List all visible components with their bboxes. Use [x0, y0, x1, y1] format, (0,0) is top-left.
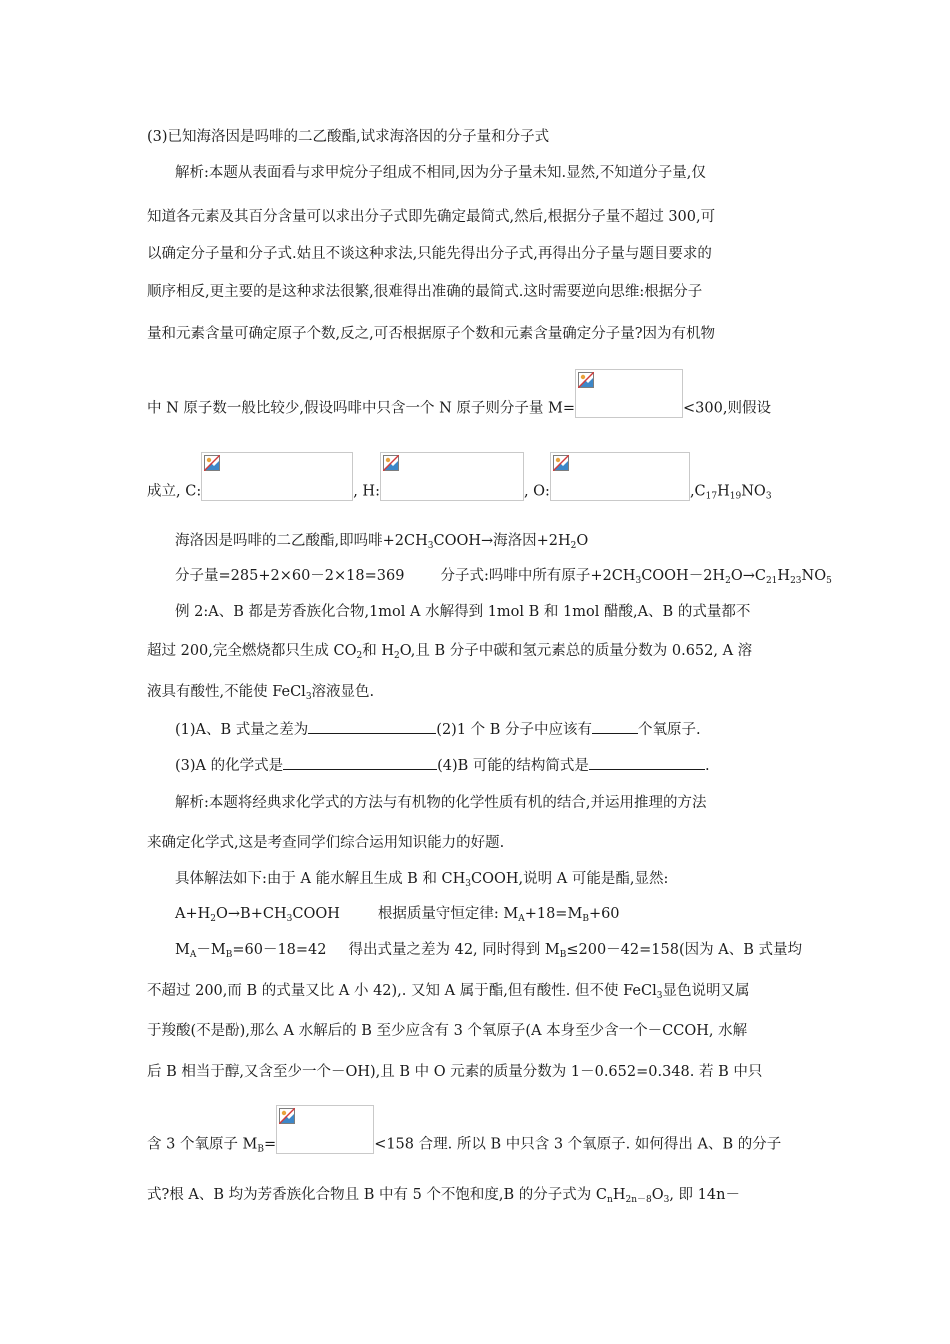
formula-image-placeholder — [201, 452, 353, 501]
paragraph-line — [147, 683, 807, 701]
broken-image-icon — [553, 455, 569, 471]
subscript: 19 — [729, 491, 742, 502]
text: 个氧原子. — [638, 722, 701, 738]
text: COOH — [292, 906, 340, 922]
formula-image-placeholder — [550, 452, 690, 501]
subscript: 23 — [790, 576, 802, 586]
equation-line — [175, 905, 807, 923]
text: 顺序相反,更主要的是这种求法很繁,很难得出准确的最简式.这时需要逆向思维:根据分子 — [147, 284, 703, 300]
text: ≤200－42=158(因为 A、B 式量均 — [566, 942, 802, 958]
paragraph-line — [147, 1135, 807, 1154]
text: (3)A 的化学式是 — [175, 758, 284, 774]
text: ,C — [689, 483, 706, 500]
text: +60 — [588, 906, 620, 922]
text: 超过 200,完全燃烧都只生成 CO — [147, 643, 357, 659]
text: H — [777, 568, 791, 584]
paragraph-line — [147, 1186, 807, 1204]
broken-image-icon — [204, 455, 220, 471]
paragraph-line — [147, 834, 807, 852]
example-2-heading — [175, 603, 807, 621]
subscript: 3 — [635, 576, 642, 586]
subscript: B — [257, 1144, 265, 1155]
broken-image-icon — [279, 1108, 295, 1124]
text: 中 N 原子数一般比较少,假设吗啡中只含一个 N 原子则分子量 M= — [147, 400, 576, 417]
text: 解析:本题从表面看与求甲烷分子组成不相同,因为分子量未知.显然,不知道分子量,仅 — [175, 165, 706, 181]
question-line — [175, 757, 807, 775]
subscript: 3 — [663, 1195, 670, 1205]
subscript: B — [582, 914, 589, 924]
text: 含 3 个氧原子 M — [147, 1136, 258, 1153]
subscript: n — [607, 1195, 613, 1205]
text: COOH－2H — [641, 568, 726, 584]
broken-image-icon — [383, 455, 399, 471]
text: NO — [741, 483, 766, 500]
text: 解析:本题将经典求化学式的方法与有机物的化学性质有机的结合,并运用推理的方法 — [175, 795, 707, 811]
paragraph-line — [147, 642, 807, 660]
answer-blank[interactable] — [283, 757, 437, 770]
subscript: 3 — [286, 914, 293, 924]
text: O→B+CH — [216, 906, 287, 922]
subscript: 2 — [725, 576, 731, 586]
text: +18=M — [524, 906, 583, 922]
text: NO — [801, 568, 827, 584]
text: O→C — [730, 568, 766, 584]
text: 液具有酸性,不能使 FeCl — [147, 684, 306, 700]
text: , H: — [353, 483, 380, 500]
answer-blank[interactable] — [592, 721, 638, 734]
text: COOH,说明 A 可能是酯,显然: — [471, 871, 669, 887]
subscript: B — [559, 950, 567, 960]
subscript: 3 — [427, 541, 434, 551]
subscript: 2 — [570, 541, 577, 551]
subscript: 2 — [356, 651, 363, 661]
text: = — [264, 1136, 277, 1153]
text: 和 H — [362, 643, 394, 659]
text: , 即 14n－ — [669, 1187, 740, 1203]
text: , O: — [523, 483, 550, 500]
text: <158 合理. 所以 B 中只含 3 个氧原子. 如何得出 A、B 的分子 — [374, 1136, 782, 1153]
paragraph-line — [175, 870, 807, 888]
paragraph-line — [175, 532, 807, 550]
paragraph-line — [147, 1063, 807, 1081]
broken-image-icon — [578, 372, 594, 388]
paragraph-line — [147, 399, 807, 418]
text: 得出式量之差为 42, 同时得到 M — [348, 942, 560, 958]
text: (2)1 个 B 分子中应该有 — [436, 722, 593, 738]
answer-blank[interactable] — [589, 757, 705, 770]
text: －M — [196, 942, 226, 958]
text: O,且 B 分子中碳和氢元素总的质量分数为 0.652, A 溶 — [399, 643, 753, 659]
paragraph-line — [175, 164, 807, 182]
subscript: 2n－8 — [625, 1195, 652, 1205]
text: 海洛因是吗啡的二乙酸酯,即吗啡+2CH — [175, 533, 428, 549]
text: 分子量=285+2×60－2×18=369 — [175, 568, 405, 584]
subscript: 3 — [465, 879, 472, 889]
equation-line — [175, 941, 807, 959]
subscript: 3 — [305, 692, 312, 702]
subscript: 5 — [826, 576, 832, 586]
text: 具体解法如下:由于 A 能水解且生成 B 和 CH — [175, 871, 466, 887]
paragraph-line — [147, 325, 807, 343]
subscript: A — [518, 914, 525, 924]
subscript: A — [189, 950, 197, 960]
text: H — [612, 1187, 626, 1203]
text: (3)已知海洛因是吗啡的二乙酸酯,试求海洛因的分子量和分子式 — [147, 129, 550, 145]
text: (1)A、B 式量之差为 — [175, 722, 309, 738]
formula-image-placeholder — [575, 369, 683, 418]
text: 显色说明又属 — [662, 983, 750, 999]
text: M — [175, 942, 190, 958]
subscript: 3 — [765, 491, 772, 502]
text: 来确定化学式,这是考查同学们综合运用知识能力的好题. — [147, 835, 505, 851]
text: 式?根 A、B 均为芳香族化合物且 B 中有 5 个不饱和度,B 的分子式为 C — [147, 1187, 608, 1203]
subscript: 21 — [765, 576, 778, 586]
paragraph-line — [147, 1022, 807, 1040]
question-part-3 — [147, 128, 807, 146]
text: 于羧酸(不是酚),那么 A 水解后的 B 至少应含有 3 个氧原子(A 本身至少含一个－CCOH, 水解 — [147, 1023, 748, 1039]
subscript: 2 — [210, 914, 217, 924]
subscript: 2 — [394, 651, 400, 661]
answer-blank[interactable] — [308, 721, 436, 734]
paragraph-line — [147, 982, 807, 1000]
formula-image-placeholder — [276, 1105, 374, 1154]
text: 分子式:吗啡中所有原子+2CH — [440, 568, 636, 584]
text: 例 2:A、B 都是芳香族化合物,1mol A 水解得到 1mol B 和 1mol 醋酸,A、B 的式量都不 — [175, 604, 751, 620]
paragraph-line — [147, 283, 807, 301]
text: 根据质量守恒定律: M — [377, 906, 519, 922]
paragraph-line — [175, 794, 807, 812]
text: . — [704, 758, 710, 774]
text: =60－18=42 — [232, 942, 327, 958]
paragraph-line — [147, 208, 807, 226]
paragraph-line — [175, 567, 832, 586]
text: H — [717, 483, 730, 500]
question-line — [175, 721, 807, 739]
subscript: B — [225, 950, 233, 960]
text: A+H — [175, 906, 211, 922]
formula-image-placeholder — [380, 452, 524, 501]
text: 知道各元素及其百分含量可以求出分子式即先确定最简式,然后,根据分子量不超过 300,可 — [147, 209, 716, 225]
text: 不超过 200,而 B 的式量又比 A 小 42),. 又知 A 属于酯,但有酸性. 但不使 FeCl — [147, 983, 657, 999]
subscript: 17 — [705, 491, 718, 502]
text: (4)B 可能的结构简式是 — [437, 758, 589, 774]
text: 成立, C: — [147, 483, 202, 500]
text: 以确定分子量和分子式.姑且不谈这种求法,只能先得出分子式,再得出分子量与题目要求的 — [147, 246, 712, 262]
text: COOH→海洛因+2H — [433, 533, 571, 549]
text: O — [576, 533, 589, 549]
subscript: 3 — [656, 991, 663, 1001]
text: O — [651, 1187, 664, 1203]
paragraph-line — [147, 482, 807, 501]
text: 后 B 相当于醇,又含至少一个－OH),且 B 中 O 元素的质量分数为 1－0.652=0.348. 若 B 中只 — [147, 1064, 763, 1080]
text: <300,则假设 — [683, 400, 771, 417]
text: 量和元素含量可确定原子个数,反之,可否根据原子个数和元素含量确定分子量?因为有机物 — [147, 326, 715, 342]
paragraph-line — [147, 245, 807, 263]
text: 溶液显色. — [311, 684, 375, 700]
